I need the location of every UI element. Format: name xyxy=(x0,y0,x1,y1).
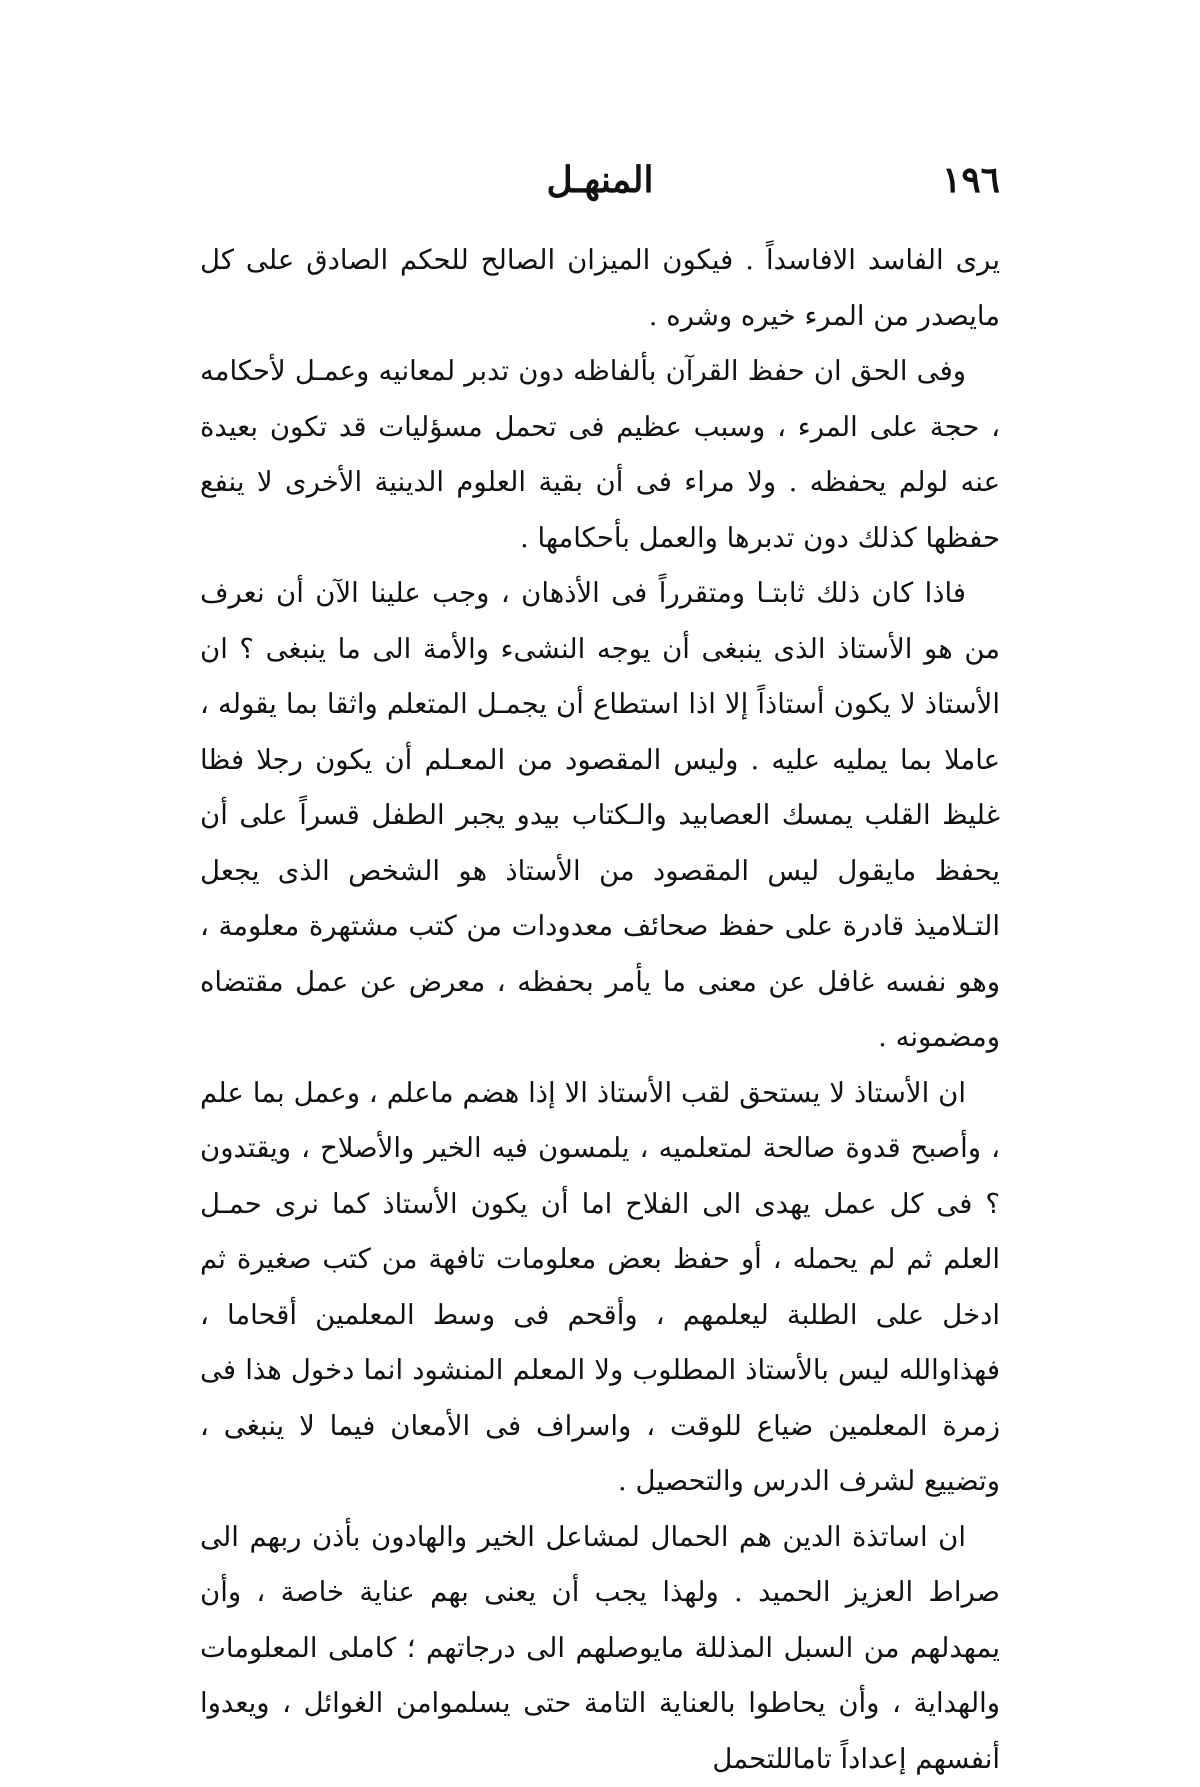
paragraph-2: وفى الحق ان حفظ القرآن بألفاظه دون تدبر لمعانيه وعمـل لأحكامه ، حجة على المرء ، وسبب عظيم فى تحمل مسؤليات قد تكون بعيدة عنه لولم يحفظه . ولا مراء فى أن بقية العلوم الدينية الأخرى لا ينفع حفظها كذلك دون تدبرها والعمل بأحكامها . xyxy=(200,344,1000,566)
page-header xyxy=(200,150,1000,210)
paragraph-5: ان اساتذة الدين هم الحمال لمشاعل الخير والهادون بأذن ربهم الى صراط العزيز الحميد . ولهذا يجب أن يعنى بهم عناية خاصة ، وأن يمهدلهم من السبل المذللة مايوصلهم الى درجاتهم ؛ كاملى المعلومات والهداية ، وأن يحاطوا بالعناية التامة حتى يسلموامن الغوائل ، ويعدوا أنفسهم إعداداً تاماللتحمل xyxy=(200,1510,1000,1787)
running-title: المنهـل xyxy=(546,150,653,210)
paragraph-4: ان الأستاذ لا يستحق لقب الأستاذ الا إذا هضم ماعلم ، وعمل بما علم ، وأصبح قدوة صالحة لمتعلميه ، يلمسون فيه الخير والأصلاح ، ويقتدون ؟ فى كل عمل يهدى الى الفلاح اما أن يكون الأستاذ كما نرى حمـل العلم ثم لم يحمله ، أو حفظ بعض معلومات تافهة من كتب صغيرة ثم ادخل على الطلبة ليعلمهم ، وأقحم فى وسط المعلمين أقحاما ، فهذاوالله ليس بالأستاذ المطلوب ولا المعلم المنشود انما دخول هذا فى زمرة المعلمين ضياع للوقت ، واسراف فى الأمعان فيما لا ينبغى ، وتضييع لشرف الدرس والتحصيل . xyxy=(200,1066,1000,1510)
body-text xyxy=(200,233,1000,1787)
paragraph-3: فاذا كان ذلك ثابتـا ومتقرراً فى الأذهان ، وجب علينا الآن أن نعرف من هو الأستاذ الذى ينبغى أن يوجه النشىء والأمة الى ما ينبغى ؟ ان الأستاذ لا يكون أستاذاً إلا اذا استطاع أن يجمـل المتعلم واثقا بما يقوله ، عاملا بما يمليه عليه . وليس المقصود من المعـلم أن يكون رجلا فظا غليظ القلب يمسك العصابيد والـكتاب بيدو يجبر الطفل قسراً على أن يحفظ مايقول ليس المقصود من الأستاذ هو الشخص الذى يجعل التـلاميذ قادرة على حفظ صحائف معدودات من كتب مشتهرة معلومة ، وهو نفسه غافل عن معنى ما يأمر بحفظه ، معرض عن عمل مقتضاه ومضمونه . xyxy=(200,566,1000,1066)
paragraph-1: يرى الفاسد الافاسداً . فيكون الميزان الصالح للحكم الصادق على كل مايصدر من المرء خيره وشره . xyxy=(200,233,1000,344)
page-number: ١٩٦ xyxy=(942,150,1000,210)
